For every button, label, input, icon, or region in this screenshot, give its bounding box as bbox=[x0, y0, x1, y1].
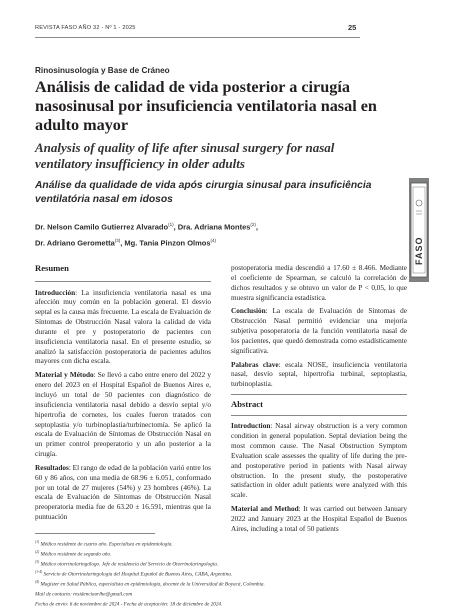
author-ref: (1) bbox=[168, 222, 174, 227]
faso-logo-icon bbox=[405, 181, 433, 279]
abstract-introduction: Introduction: Nasal airway obstruction is a very common condition in general population. Septal deviation being the most common cause. The Nasal Obstruction Symptom Evaluation scale assesses the quality of life during the pre- and postoperative period in patients with Nasal airway obstruction. In the present study, the postoperative satisfaction in older adult patients were analyzed with this scale. bbox=[231, 422, 407, 500]
abstract-method: Material and Method: It was carried out between January 2022 and January 2023 at the Hospital Español de Buenos Aires, including a total of 50 patients bbox=[231, 505, 407, 533]
abstract-heading: Abstract bbox=[231, 398, 263, 409]
running-header bbox=[0, 18, 462, 38]
footnote-item: $^{(1-4)}$ Servicio de Otorrinolaringología del Hospital Español de Buenos Aires, CABA, Argentina. bbox=[35, 570, 233, 578]
author-name: Mg. Tania Pinzon Olmos bbox=[124, 238, 211, 247]
footnote-item: $^{(4)}$ Magíster en Salud Pública, especialista en epidemiología, docente de la Universidad de Boyacá, Colombia. bbox=[35, 580, 265, 588]
resumen-resultados: Resultados: El rango de edad de la población varió entre los 60 y 86 años, con una media de 68.96 ± 6.051, conformado por un total de 27 mujeres (54%) y 23 hombres (46%). La escala de Evaluación de Síntomas de Obstrucción Nasal preoperatoria media fue de 63.20 ± 16.591, mientras que la puntuación bbox=[35, 463, 211, 522]
title-portuguese: Análise da qualidade de vida após cirurgia sinusal para insuficiência ventilatória nasal em idosos bbox=[35, 180, 372, 205]
header-divider bbox=[35, 37, 360, 38]
resumen-column bbox=[35, 264, 211, 527]
resumen-heading: Resumen bbox=[35, 263, 69, 273]
footnote-dates: Fecha de envío: 6 de noviembre de 2024 - Fecha de aceptación: 18 de diciembre de 2024. bbox=[35, 601, 223, 608]
title-english: Analysis of quality of life after sinusal surgery for nasal ventilatory insufficiency in older adults bbox=[35, 140, 335, 171]
author-name: Dra. Adriana Montes bbox=[177, 222, 251, 232]
footnote-item: $^{(1)}$ Médico residente de cuarto año. Especialista en epidemiología. bbox=[35, 540, 173, 548]
footnote-contact-email: Mail de contacto: residenciaorlhe@gmail.com bbox=[35, 591, 133, 598]
abstract-top-divider bbox=[231, 394, 407, 395]
title-spanish: Análisis de calidad de vida posterior a cirugía nasosinusal por insuficiencia ventilatoria nasal en adulto mayor bbox=[35, 78, 377, 135]
footnote-divider bbox=[35, 533, 155, 534]
journal-label: REVISTA FASO AÑO 32 - Nº 1 - 2025 bbox=[35, 25, 136, 31]
resumen-palabras-clave: Palabras clave: escala NOSE, insuficiencia ventilatoria nasal, desvío septal, hipertrofia turbinal, septoplastia, turbinoplastia. bbox=[231, 360, 407, 389]
abstract-divider bbox=[231, 415, 407, 416]
resumen-divider bbox=[35, 281, 211, 282]
section-label: Rinosinusología y Base de Cráneo bbox=[35, 66, 170, 75]
resumen-introduccion: Introducción: La insuficiencia ventilatoria nasal es una afección muy común en la población general. El desvío septal es la causa más frecuente. La escala de Evaluación de Síntomas de Obstrucción Nasal valora la calidad de vida durante el pre y postoperatorio de pacientes con insuficiencia ventilatoria nasal. En el presente estudio, se analizó la satisfacción postoperatoria de pacientes adultos mayores con dicha escala. bbox=[35, 288, 211, 366]
footnote-item: $^{(3)}$ Médico otorrinolaringólogo. Jefe de residencia del Servicio de Otorrinolaringología. bbox=[35, 560, 219, 568]
resumen-metodo: Material y Método: Se llevó a cabo entre enero del 2022 y enero del 2023 en el Hospital Español de Buenos Aires e, incluyó un total de 50 pacientes con diagnóstico de insuficiencia ventilatoria nasal debido a desvío septal y/o hipertrofia de cornetes, los cuales fueron tratados con septoplastia y/o turbinoplastia/turbinectomía. Se aplicó la escala de Evaluación de Síntomas de Obstrucción Nasal en un primer control preoperatorio y un año posterior a la cirugía. bbox=[35, 371, 211, 459]
author-name: Dr. Nelson Camilo Gutierrez Alvarado bbox=[35, 222, 169, 232]
author-ref: (4) bbox=[210, 237, 217, 243]
resumen-conclusion: Conclusión: La escala de Evaluación de Síntomas de Obstrucción Nasal permitió evidenciar una mejoría subjetiva posoperatoria de la función ventilatoria nasal de los pacientes, que quedó demostrada como estadísticamente significativa. bbox=[231, 307, 407, 355]
footnote-item: $^{(2)}$ Médico residente de segundo año. bbox=[35, 550, 112, 558]
author-name: Dr. Adriano Gerometta bbox=[35, 238, 115, 247]
author-ref: (3) bbox=[114, 237, 121, 243]
author-list: Dr. Nelson Camilo Gutierrez Alvarado$^{(1)}$, Dra. Adriana Montes$^{(2)}$, Dr. Adriano Gerometta$^{(3)}$, Mg. Tania Pinzon Olmos$^{(4)}$ bbox=[35, 222, 259, 247]
author-ref: (2) bbox=[250, 222, 256, 227]
page-number: 25 bbox=[348, 23, 357, 32]
abstract-column bbox=[231, 264, 407, 539]
faso-logo-text: FASO bbox=[414, 236, 424, 265]
resumen-resultados-cont: postoperatoria media descendió a 17.60 ± 8.466. Mediante el coeficiente de Spearman, se calculó la correlación de dichos resultados y se obtuvo un valor de P < 0,05, lo que muestra significancia estadística. bbox=[231, 264, 407, 302]
footnotes bbox=[35, 539, 380, 609]
